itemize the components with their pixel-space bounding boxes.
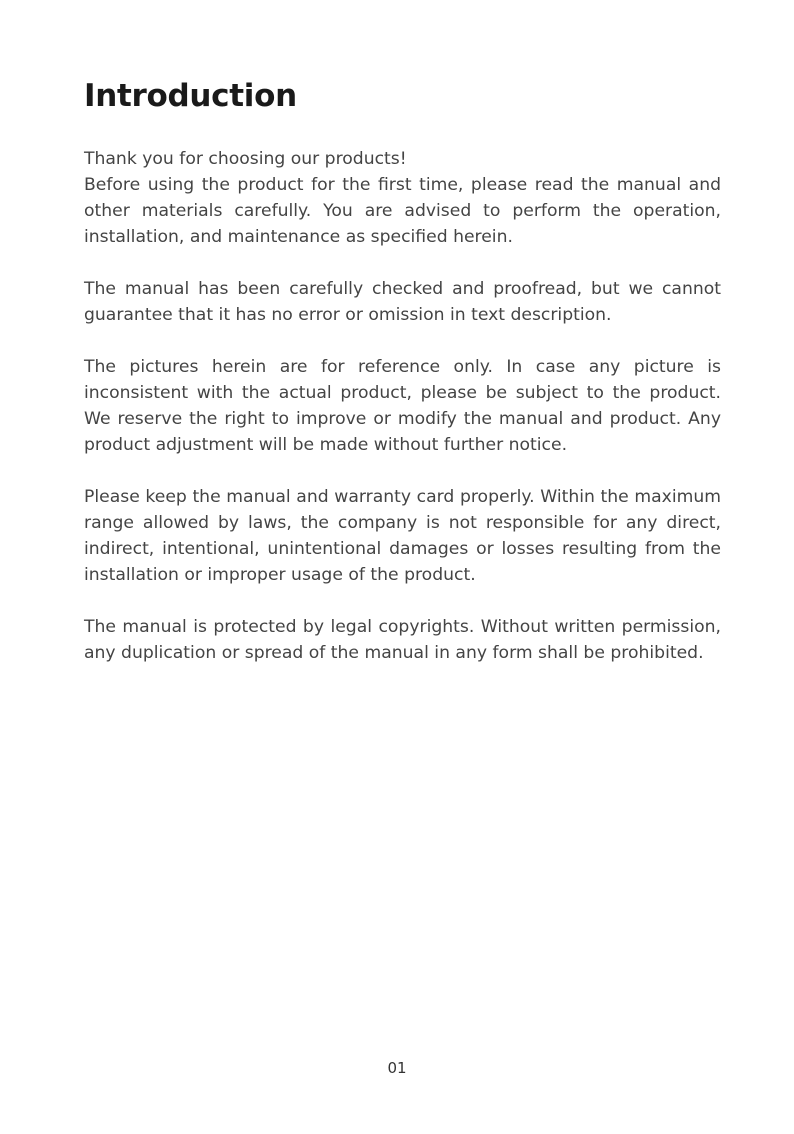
paragraph-warranty [84,484,721,588]
paragraph-line: The pictures herein are for reference only. In case any picture is inconsistent with the actual product, please be subject to the product. We reserve the right to improve or modify the manual and product. Any product adjustment will be made without further notice. [84,357,721,455]
paragraph-line: Please keep the manual and warranty card properly. Within the maximum range allowed by laws, the company is not responsible for any direct, indirect, intentional, unintentional damages or losses resulting from the installation or improper usage of the product. [84,487,721,585]
page-number: 01 [387,1059,407,1077]
paragraph-thanks [84,146,721,250]
paragraph-line: The manual is protected by legal copyrights. Without written permission, any duplication or spread of the manual in any form shall be prohibited. [84,617,721,663]
paragraph-line: Before using the product for the first time, please read the manual and other materials carefully. You are advised to perform the operation, installation, and maintenance as specified herein. [84,175,721,247]
page-title: Introduction [84,78,297,114]
paragraph-line: Thank you for choosing our products! [84,149,407,169]
paragraph-proofread [84,276,721,328]
paragraph-copyright [84,614,721,666]
paragraph-pictures [84,354,721,458]
paragraph-line: The manual has been carefully checked and proofread, but we cannot guarantee that it has no error or omission in text description. [84,279,721,325]
introduction-body [84,146,721,692]
